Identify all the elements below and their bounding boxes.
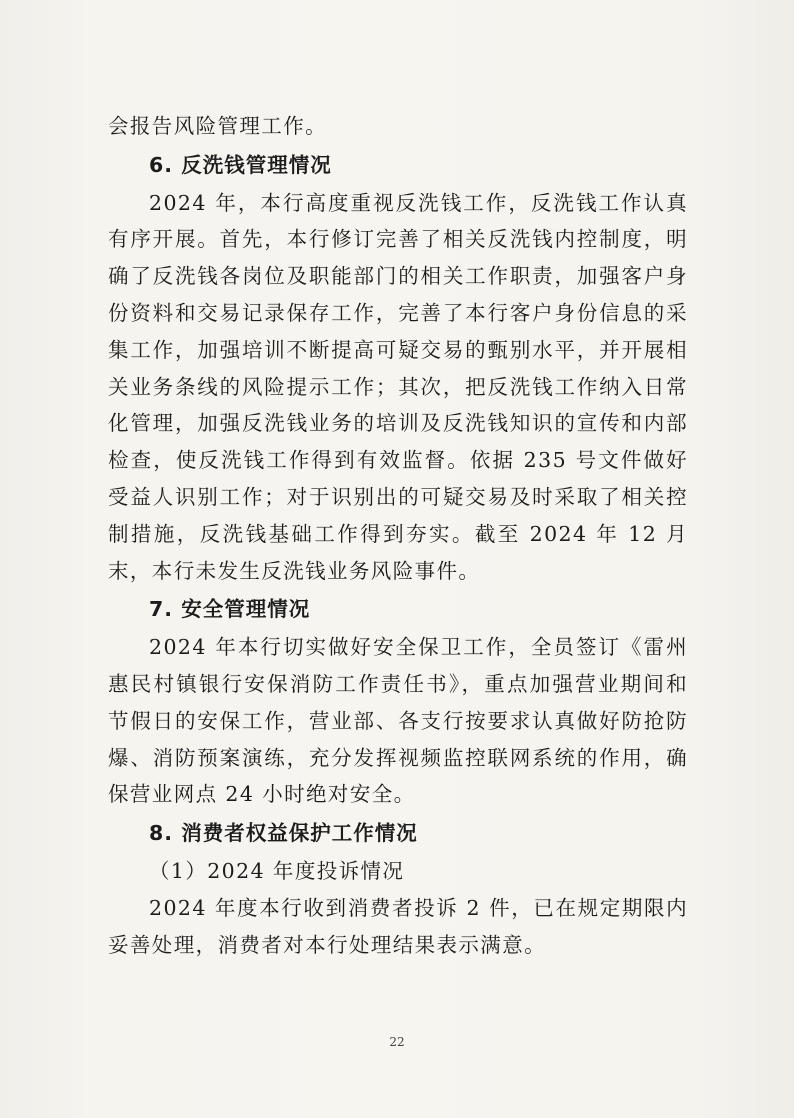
section-8-paragraph: 2024 年度本行收到消费者投诉 2 件，已在规定期限内妥善处理，消费者对本行处理结果表示满意。: [108, 895, 688, 957]
page-number: 22: [389, 1035, 405, 1049]
continuation-paragraph: 会报告风险管理工作。: [108, 114, 327, 138]
section-7-heading: 7. 安全管理情况: [149, 597, 311, 622]
section-6-paragraph: 2024 年，本行高度重视反洗钱工作，反洗钱工作认真有序开展。首先，本行修订完善了相关反洗钱内控制度，明确了反洗钱各岗位及职能部门的相关工作职责，加强客户身份资料和交易记录保存工作，完善了本行客户身份信息的采集工作，加强培训不断提高可疑交易的甄别水平，并开展相关业务条线的风险提示工作；其次，把反洗钱工作纳入日常化管理，加强反洗钱业务的培训及反洗钱知识的宣传和内部检查，使反洗钱工作得到有效监督。依据 235 号文件做好受益人识别工作；对于识别出的可疑交易及时采取了相关控制措施，反洗钱基础工作得到夯实。截至 2024 年 12 月末，本行未发生反洗钱业务风险事件。: [108, 190, 688, 583]
section-7-paragraph: 2024 年本行切实做好安全保卫工作，全员签订《雷州惠民村镇银行安保消防工作责任书》，重点加强营业期间和节假日的安保工作，营业部、各支行按要求认真做好防抢防爆、消防预案演练，充分发挥视频监控联网系统的作用，确保营业网点 24 小时绝对安全。: [108, 635, 688, 807]
document-body: [108, 108, 688, 963]
section-8-heading: 8. 消费者权益保护工作情况: [149, 821, 418, 846]
section-8-subheading: （1）2024 年度投诉情况: [149, 858, 405, 883]
section-6-heading: 6. 反洗钱管理情况: [149, 152, 332, 177]
